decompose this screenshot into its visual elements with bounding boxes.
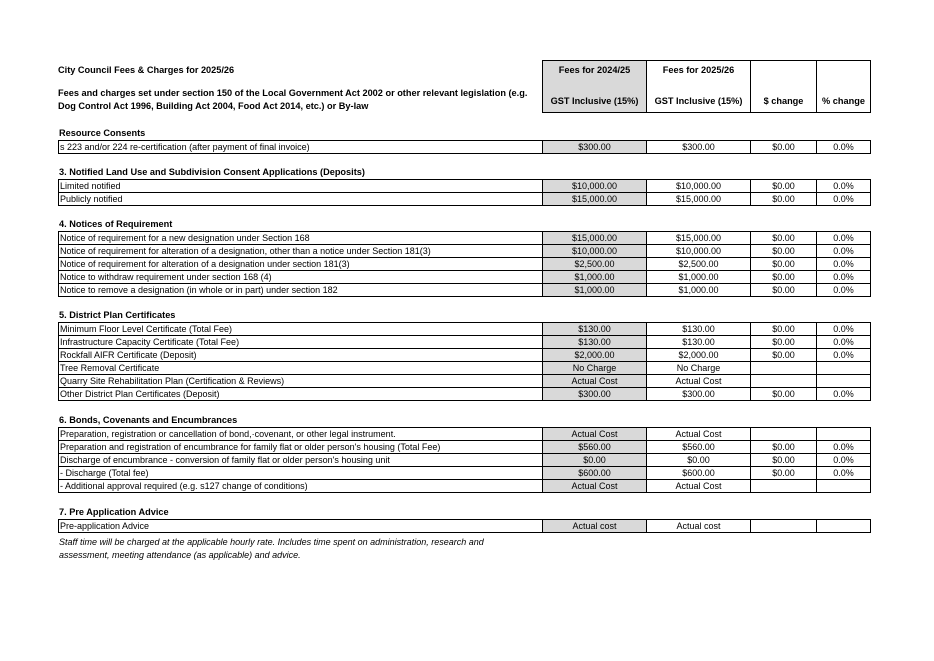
fee-2024-25-cell: $15,000.00 xyxy=(542,231,647,245)
percent-change-cell: 0.0% xyxy=(816,257,871,271)
fee-2025-26-cell: $1,000.00 xyxy=(646,283,751,297)
column-header-new xyxy=(646,60,751,113)
percent-change-cell: 0.0% xyxy=(816,231,871,245)
percent-change-cell: 0.0% xyxy=(816,335,871,349)
fee-description-cell: Notice of requirement for alteration of a designation under section 181(3) xyxy=(58,257,543,271)
dollar-change-cell: $0.00 xyxy=(750,179,817,193)
dollar-change-cell: $0.00 xyxy=(750,440,817,454)
fee-2025-26-cell: $15,000.00 xyxy=(646,192,751,206)
section-title: 6. Bonds, Covenants and Encumbrances xyxy=(59,415,238,425)
table-row xyxy=(58,374,871,387)
fee-2025-26-cell: $2,000.00 xyxy=(646,348,751,362)
fee-2024-25-cell: Actual cost xyxy=(542,519,647,533)
page-title: City Council Fees & Charges for 2025/26 xyxy=(58,65,235,75)
fee-2025-26-cell: $600.00 xyxy=(646,466,751,480)
percent-change-cell xyxy=(816,374,871,388)
dollar-change-cell: $0.00 xyxy=(750,322,817,336)
dollar-change-cell xyxy=(750,374,817,388)
section-title: 7. Pre Application Advice xyxy=(59,507,169,517)
page-subtitle: Fees and charges set under section 150 of the Local Government Act 2002 or other relevant legislation (e.g. Dog Control Act 1996, Building Act 2004, Food Act 2014, etc.) or By-law xyxy=(58,88,528,111)
fee-description-cell: Minimum Floor Level Certificate (Total Fee) xyxy=(58,322,543,336)
fee-description-cell: Publicly notified xyxy=(58,192,543,206)
dollar-change-cell: $0.00 xyxy=(750,283,817,297)
footnote: Staff time will be charged at the applicable hourly rate. Includes time spent on administration, research and assessment, meeting attendance (as applicable) and advice. xyxy=(59,537,484,560)
dollar-change-cell: $0.00 xyxy=(750,348,817,362)
fee-2025-26-cell: $10,000.00 xyxy=(646,179,751,193)
percent-change-cell: 0.0% xyxy=(816,466,871,480)
percent-change-cell: 0.0% xyxy=(816,453,871,467)
table-row xyxy=(58,283,871,296)
percent-change-cell: 0.0% xyxy=(816,244,871,258)
fee-description-cell: Notice to remove a designation (in whole or in part) under section 182 xyxy=(58,283,543,297)
percent-change-cell: 0.0% xyxy=(816,322,871,336)
dollar-change-cell: $0.00 xyxy=(750,387,817,401)
table-row xyxy=(58,192,871,205)
column-header-change-label: $ change xyxy=(763,96,804,106)
table-row xyxy=(58,179,871,192)
column-header-prev-gst: GST Inclusive (15%) xyxy=(550,96,639,106)
table-row xyxy=(58,453,871,466)
column-header-new-year: Fees for 2025/26 xyxy=(662,65,735,75)
percent-change-cell xyxy=(816,361,871,375)
fee-2025-26-cell: $0.00 xyxy=(646,453,751,467)
fee-description-cell: Notice to withdraw requirement under section 168 (4) xyxy=(58,270,543,284)
table-row xyxy=(58,335,871,348)
column-header-new-gst: GST Inclusive (15%) xyxy=(654,96,743,106)
fee-2025-26-cell: $1,000.00 xyxy=(646,270,751,284)
fee-2025-26-cell: $15,000.00 xyxy=(646,231,751,245)
dollar-change-cell: $0.00 xyxy=(750,244,817,258)
fee-2025-26-cell: $300.00 xyxy=(646,140,751,154)
column-header-prev xyxy=(542,60,647,113)
table-row xyxy=(58,257,871,270)
fee-2024-25-cell: $600.00 xyxy=(542,466,647,480)
section-title: 3. Notified Land Use and Subdivision Consent Applications (Deposits) xyxy=(59,167,365,177)
table-row xyxy=(58,427,871,440)
percent-change-cell: 0.0% xyxy=(816,192,871,206)
dollar-change-cell: $0.00 xyxy=(750,270,817,284)
table-row xyxy=(58,519,871,532)
dollar-change-cell: $0.00 xyxy=(750,192,817,206)
fee-2024-25-cell: Actual Cost xyxy=(542,479,647,493)
fee-2025-26-cell: $130.00 xyxy=(646,322,751,336)
table-row xyxy=(58,140,871,153)
fee-description-cell: Notice of requirement for alteration of a designation, other than a notice under Section 181(3) xyxy=(58,244,543,258)
fee-description-cell: - Discharge (Total fee) xyxy=(58,466,543,480)
section-title: 5. District Plan Certificates xyxy=(59,310,176,320)
dollar-change-cell xyxy=(750,361,817,375)
table-row xyxy=(58,231,871,244)
fee-2024-25-cell: $15,000.00 xyxy=(542,192,647,206)
fee-2024-25-cell: $300.00 xyxy=(542,387,647,401)
fee-description-cell: - Additional approval required (e.g. s127 change of conditions) xyxy=(58,479,543,493)
section-title: 4. Notices of Requirement xyxy=(59,219,173,229)
dollar-change-cell xyxy=(750,427,817,441)
column-header-prev-year: Fees for 2024/25 xyxy=(558,65,631,75)
fee-description-cell: Quarry Site Rehabilitation Plan (Certification & Reviews) xyxy=(58,374,543,388)
fee-2024-25-cell: $2,500.00 xyxy=(542,257,647,271)
section-title: Resource Consents xyxy=(59,128,146,138)
fee-description-cell: s 223 and/or 224 re-certification (after payment of final invoice) xyxy=(58,140,543,154)
fee-2025-26-cell: No Charge xyxy=(646,361,751,375)
fee-2024-25-cell: No Charge xyxy=(542,361,647,375)
fee-2024-25-cell: $2,000.00 xyxy=(542,348,647,362)
dollar-change-cell: $0.00 xyxy=(750,140,817,154)
column-header-pct-label: % change xyxy=(822,96,865,106)
fee-2025-26-cell: $560.00 xyxy=(646,440,751,454)
table-header xyxy=(58,60,871,113)
dollar-change-cell: $0.00 xyxy=(750,453,817,467)
fee-2025-26-cell: $300.00 xyxy=(646,387,751,401)
fee-2024-25-cell: Actual Cost xyxy=(542,374,647,388)
fee-2025-26-cell: Actual Cost xyxy=(646,427,751,441)
fee-2024-25-cell: $1,000.00 xyxy=(542,270,647,284)
table-row xyxy=(58,270,871,283)
fee-2024-25-cell: $130.00 xyxy=(542,335,647,349)
dollar-change-cell: $0.00 xyxy=(750,335,817,349)
fee-2024-25-cell: $130.00 xyxy=(542,322,647,336)
percent-change-cell: 0.0% xyxy=(816,140,871,154)
fee-description-cell: Preparation and registration of encumbrance for family flat or older person's housing (Total Fee) xyxy=(58,440,543,454)
dollar-change-cell xyxy=(750,479,817,493)
fee-2024-25-cell: $0.00 xyxy=(542,453,647,467)
table-row xyxy=(58,440,871,453)
dollar-change-cell: $0.00 xyxy=(750,257,817,271)
fee-description-cell: Rockfall AIFR Certificate (Deposit) xyxy=(58,348,543,362)
fee-description-cell: Limited notified xyxy=(58,179,543,193)
column-header-change xyxy=(750,60,817,113)
fee-description-cell: Tree Removal Certificate xyxy=(58,361,543,375)
fee-2025-26-cell: $130.00 xyxy=(646,335,751,349)
dollar-change-cell: $0.00 xyxy=(750,231,817,245)
fee-description-cell: Pre-application Advice xyxy=(58,519,543,533)
table-row xyxy=(58,322,871,335)
table-row xyxy=(58,466,871,479)
percent-change-cell: 0.0% xyxy=(816,283,871,297)
fee-2025-26-cell: $2,500.00 xyxy=(646,257,751,271)
fee-description-cell: Other District Plan Certificates (Deposit) xyxy=(58,387,543,401)
fee-2024-25-cell: $10,000.00 xyxy=(542,244,647,258)
table-row xyxy=(58,387,871,400)
fee-2025-26-cell: Actual Cost xyxy=(646,374,751,388)
dollar-change-cell: $0.00 xyxy=(750,466,817,480)
percent-change-cell: 0.0% xyxy=(816,348,871,362)
fee-description-cell: Infrastructure Capacity Certificate (Total Fee) xyxy=(58,335,543,349)
table-row xyxy=(58,479,871,492)
column-header-pct xyxy=(816,60,871,113)
fee-description-cell: Discharge of encumbrance - conversion of family flat or older person's housing unit xyxy=(58,453,543,467)
fee-2024-25-cell: $10,000.00 xyxy=(542,179,647,193)
percent-change-cell xyxy=(816,427,871,441)
percent-change-cell: 0.0% xyxy=(816,440,871,454)
percent-change-cell: 0.0% xyxy=(816,270,871,284)
table-row xyxy=(58,244,871,257)
dollar-change-cell xyxy=(750,519,817,533)
fee-2024-25-cell: $300.00 xyxy=(542,140,647,154)
percent-change-cell: 0.0% xyxy=(816,179,871,193)
table-row xyxy=(58,361,871,374)
fee-description-cell: Notice of requirement for a new designation under Section 168 xyxy=(58,231,543,245)
fee-description-cell: Preparation, registration or cancellation of bond,·covenant, or other legal instrument. xyxy=(58,427,543,441)
fee-2025-26-cell: Actual Cost xyxy=(646,479,751,493)
fee-2024-25-cell: $560.00 xyxy=(542,440,647,454)
table-row xyxy=(58,348,871,361)
fee-2024-25-cell: Actual Cost xyxy=(542,427,647,441)
percent-change-cell xyxy=(816,519,871,533)
fee-2025-26-cell: $10,000.00 xyxy=(646,244,751,258)
percent-change-cell xyxy=(816,479,871,493)
fee-2025-26-cell: Actual cost xyxy=(646,519,751,533)
fee-2024-25-cell: $1,000.00 xyxy=(542,283,647,297)
percent-change-cell: 0.0% xyxy=(816,387,871,401)
